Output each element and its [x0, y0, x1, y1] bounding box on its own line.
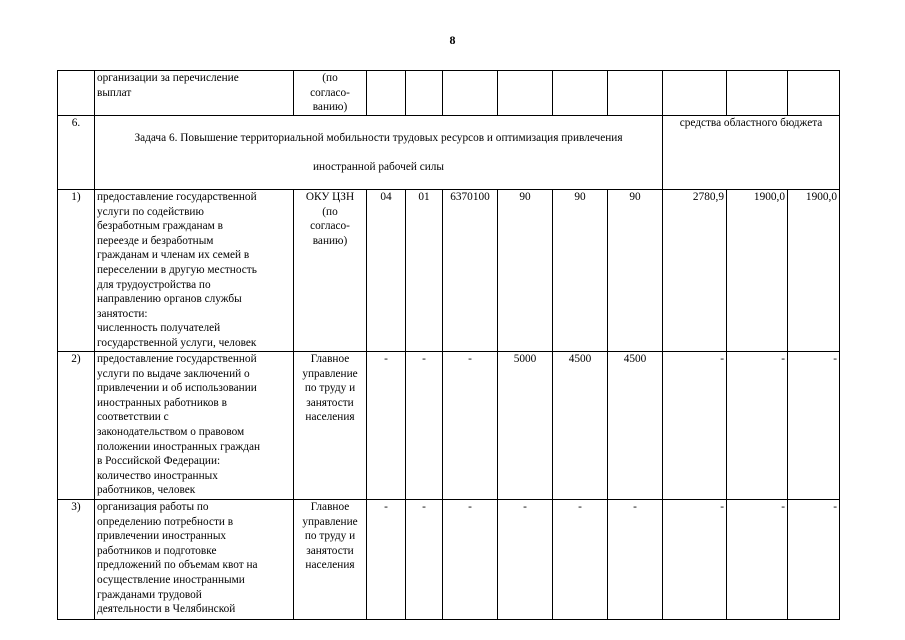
table-row	[58, 499, 840, 619]
task-row	[58, 116, 840, 190]
value-year-2: 90	[553, 189, 608, 351]
code-section: -	[367, 351, 406, 499]
value-year-1: 90	[498, 189, 553, 351]
page-number: 8	[449, 33, 456, 47]
task-number: 6.	[58, 116, 95, 190]
value-year-1: 5000	[498, 351, 553, 499]
row-number: 3)	[58, 499, 95, 619]
value-year-3: 90	[608, 189, 663, 351]
code-section: -	[367, 499, 406, 619]
table-row	[58, 189, 840, 351]
code-subsection	[406, 71, 443, 116]
row-number: 1)	[58, 189, 95, 351]
budget-year-2	[727, 71, 788, 116]
budget-year-3: -	[788, 351, 840, 499]
code-subsection: 01	[406, 189, 443, 351]
budget-year-3: -	[788, 499, 840, 619]
task-title	[95, 116, 663, 190]
value-year-2	[553, 71, 608, 116]
row-description: организация работы по определению потребности в привлечении иностранных работников и подготовке предложений по объемам квот на осуществление иностранными гражданами трудовой деятельности в Челябинской	[95, 499, 294, 619]
row-executor: (по согласо- ванию)	[294, 71, 367, 116]
value-year-1: -	[498, 499, 553, 619]
budget-year-2: 1900,0	[727, 189, 788, 351]
budget-year-2: -	[727, 351, 788, 499]
row-executor: ОКУ ЦЗН (по согласо- ванию)	[294, 189, 367, 351]
code-target: -	[443, 351, 498, 499]
budget-year-1: 2780,9	[663, 189, 727, 351]
row-number: 2)	[58, 351, 95, 499]
code-section	[367, 71, 406, 116]
task-title-line-1: Задача 6. Повышение территориальной мобильности трудовых ресурсов и оптимизация привлечения	[134, 131, 623, 144]
budget-year-1: -	[663, 499, 727, 619]
value-year-3	[608, 71, 663, 116]
table-row	[58, 351, 840, 499]
value-year-3: -	[608, 499, 663, 619]
code-target: -	[443, 499, 498, 619]
value-year-2: -	[553, 499, 608, 619]
budget-year-1: -	[663, 351, 727, 499]
row-description: предоставление государственной услуги по выдаче заключений о привлечении и об использовании иностранных работников в соответствии с законодательством о правовом положении иностранных граждан в Российской Федерации: количество иностранных работников, человек	[95, 351, 294, 499]
table-row	[58, 71, 840, 116]
row-number	[58, 71, 95, 116]
funding-source: средства областного бюджета	[663, 116, 840, 190]
value-year-3: 4500	[608, 351, 663, 499]
value-year-1	[498, 71, 553, 116]
value-year-2: 4500	[553, 351, 608, 499]
code-subsection: -	[406, 351, 443, 499]
row-executor: Главное управление по труду и занятости населения	[294, 351, 367, 499]
row-description: организации за перечисление выплат	[95, 71, 294, 116]
code-section: 04	[367, 189, 406, 351]
budget-year-1	[663, 71, 727, 116]
program-table	[57, 70, 840, 620]
row-executor: Главное управление по труду и занятости населения	[294, 499, 367, 619]
budget-year-3: 1900,0	[788, 189, 840, 351]
row-description: предоставление государственной услуги по содействию безработным гражданам в переезде и безработным гражданам и членам их семей в переселении в другую местность для трудоустройства по направлению органов службы занятости: численность получателей государственной услуги, человек	[95, 189, 294, 351]
code-target	[443, 71, 498, 116]
code-target: 6370100	[443, 189, 498, 351]
code-subsection: -	[406, 499, 443, 619]
task-title-line-2: иностранной рабочей силы	[312, 160, 444, 173]
budget-year-3	[788, 71, 840, 116]
budget-year-2: -	[727, 499, 788, 619]
